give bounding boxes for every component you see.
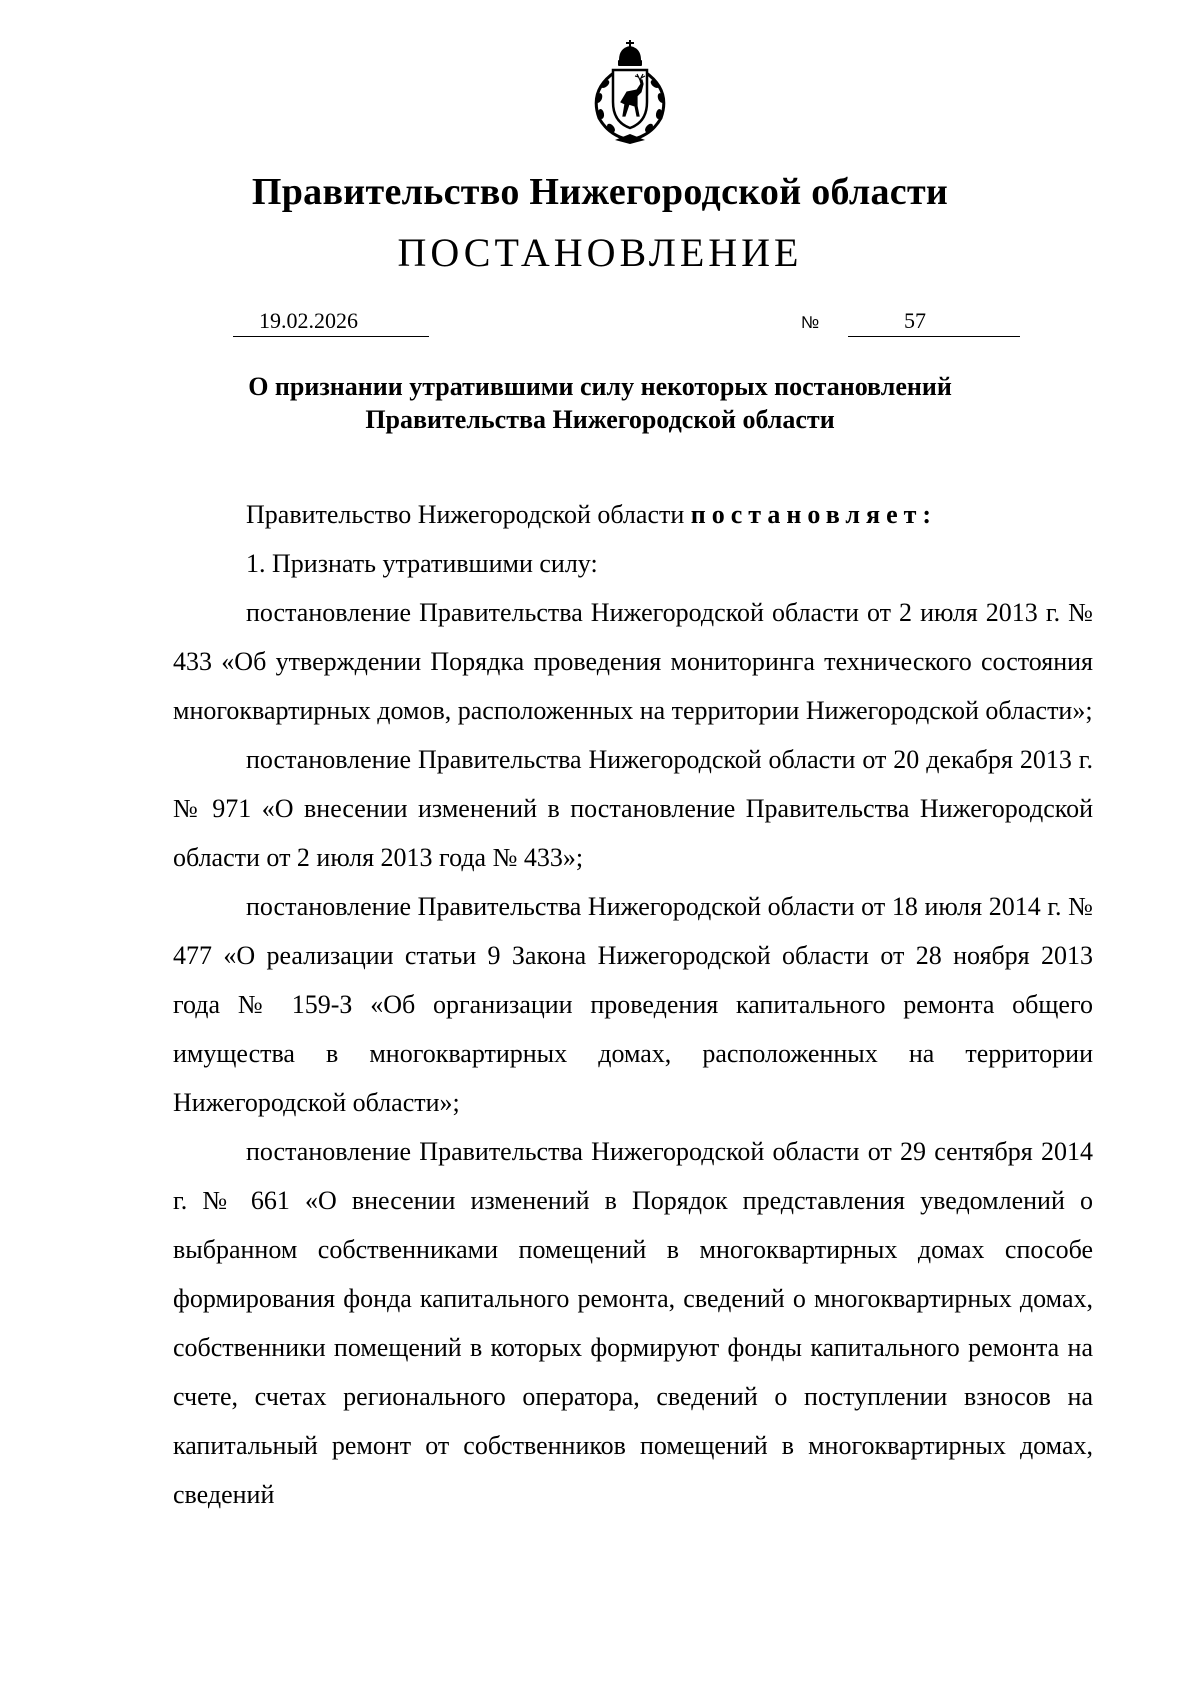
coat-of-arms-icon	[575, 40, 685, 150]
document-number: 57	[848, 306, 1020, 337]
document-type-heading: ПОСТАНОВЛЕНИЕ	[397, 230, 803, 275]
document-date: 19.02.2026	[233, 306, 429, 337]
list-item: постановление Правительства Нижегородской области от 18 июля 2014 г. № 477 «О реализации статьи 9 Закона Нижегородской области от 28 ноября 2013 года № 159-З «Об организации проведения капитального ремонта общего имущества в многоквартирных домах, расположенных на территории Нижегородской области»;	[173, 892, 1093, 1117]
resolves-word: постановляет:	[690, 500, 938, 529]
list-item: постановление Правительства Нижегородской области от 2 июля 2013 г. № 433 «Об утверждении Порядка проведения мониторинга технического состояния многоквартирных домов, расположенных на территории Нижегородской области»;	[173, 598, 1093, 725]
subject-line-1: О признании утратившими силу некоторых постановлений	[248, 372, 952, 401]
document-subject	[0, 370, 1200, 436]
resolution-intro	[173, 490, 1093, 539]
list-item: постановление Правительства Нижегородской области от 20 декабря 2013 г. № 971 «О внесении изменений в постановление Правительства Нижегородской области от 2 июля 2013 года № 433»;	[173, 745, 1093, 872]
list-item: постановление Правительства Нижегородской области от 29 сентября 2014 г. № 661 «О внесении изменений в Порядок представления уведомлений о выбранном собственниками помещений в многоквартирных домах способе формирования фонда капитального ремонта, сведений о многоквартирных домах, собственники помещений в которых формируют фонды капитального ремонта на счете, счетах регионального оператора, сведений о поступлении взносов на капитальный ремонт от собственников помещений в многоквартирных домах, сведений	[173, 1137, 1093, 1509]
document-body	[173, 490, 1093, 1519]
number-sign: №	[801, 313, 820, 332]
item-1-heading: 1. Признать утратившими силу:	[246, 549, 598, 578]
subject-line-2: Правительства Нижегородской области	[365, 405, 835, 434]
intro-text: Правительство Нижегородской области	[246, 500, 685, 529]
government-title: Правительство Нижегородской области	[251, 171, 949, 213]
